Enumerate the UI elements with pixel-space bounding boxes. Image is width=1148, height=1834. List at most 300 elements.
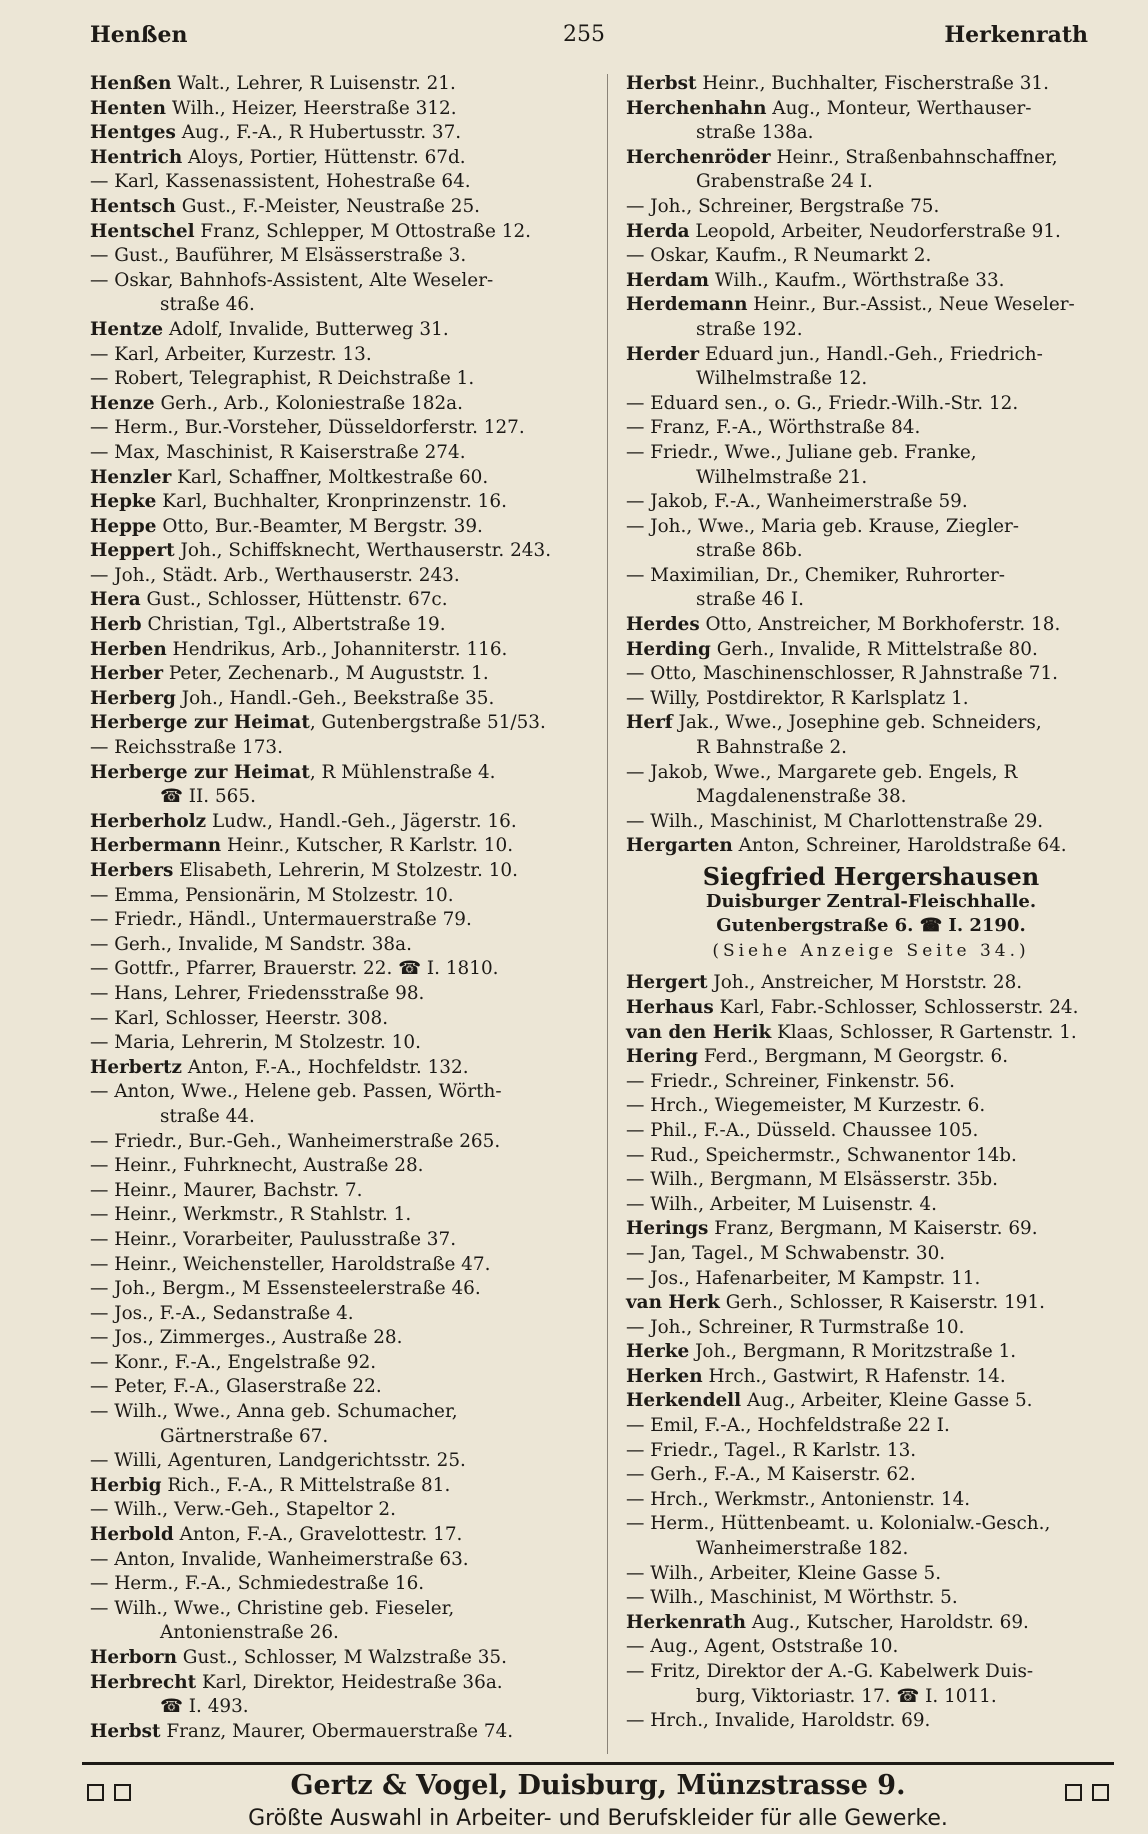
directory-entry xyxy=(626,1660,1116,1709)
left-column xyxy=(90,72,590,1744)
entry-details: — Friedr., Bur.-Geh., Wanheimerstraße 265. xyxy=(90,1130,501,1152)
entry-surname: Henze xyxy=(90,392,155,414)
entry-surname: Herberge zur Heimat xyxy=(90,712,310,734)
entry-details: — Oskar, Kaufm., R Neumarkt 2. xyxy=(626,245,932,267)
entry-details: Anton, Schreiner, Haroldstraße 64. xyxy=(732,835,1067,857)
entry-details: — Hrch., Werkmstr., Antonienstr. 14. xyxy=(626,1488,971,1510)
entry-details: — Fritz, Direktor der A.-G. Kabelwerk Duis- xyxy=(626,1661,1034,1682)
entry-surname: Hergert xyxy=(626,972,708,994)
directory-entry xyxy=(90,441,590,466)
entry-surname: Henzler xyxy=(90,466,172,488)
directory-entry xyxy=(90,1056,590,1081)
directory-entry xyxy=(626,1365,1116,1390)
entry-details: — Joh., Schreiner, R Turmstraße 10. xyxy=(626,1316,965,1338)
directory-entry xyxy=(626,343,1116,392)
directory-entry xyxy=(90,1351,590,1376)
entry-details: Gerh., Schlosser, R Kaiserstr. 191. xyxy=(719,1292,1046,1314)
advert-note: (Siehe Anzeige Seite 34.) xyxy=(712,940,1030,961)
entry-surname: Herbold xyxy=(90,1524,174,1546)
entry-surname: Hentschel xyxy=(90,220,195,242)
entry-details: — Otto, Maschinenschlosser, R Jahnstraße 71. xyxy=(626,663,1059,685)
entry-details: — Emma, Pensionärin, M Stolzestr. 10. xyxy=(90,884,454,906)
entry-surname: Hergarten xyxy=(626,835,733,857)
entry-details: Heinr., Kutscher, R Karlstr. 10. xyxy=(221,835,514,857)
footer-advert xyxy=(82,1770,1114,1804)
entry-details: — Friedr., Händl., Untermauerstraße 79. xyxy=(90,909,472,931)
directory-entry xyxy=(90,466,590,491)
entry-details: — Hans, Lehrer, Friedensstraße 98. xyxy=(90,982,425,1004)
entry-details: — Heinr., Fuhrknecht, Austraße 28. xyxy=(90,1155,424,1177)
entry-details: — Max, Maschinist, R Kaiserstraße 274. xyxy=(90,441,466,463)
entry-details: — Herm., F.-A., Schmiedestraße 16. xyxy=(90,1573,425,1595)
advert-address: Gutenbergstraße 6. ☎ I. 2190. xyxy=(716,915,1026,937)
directory-entry xyxy=(90,1671,590,1720)
entry-details: — Heinr., Werkmstr., R Stahlstr. 1. xyxy=(90,1204,412,1226)
directory-entry xyxy=(626,220,1116,245)
directory-entry xyxy=(626,1094,1116,1119)
entry-details: — Oskar, Bahnhofs-Assistent, Alte Weseler- xyxy=(90,269,494,291)
advert-business: Duisburger Zentral-Fleischhalle. xyxy=(705,890,1037,912)
entry-details: — Friedr., Schreiner, Finkenstr. 56. xyxy=(626,1070,956,1092)
page-header xyxy=(80,22,1088,56)
directory-entry xyxy=(626,1193,1116,1218)
entry-details: — Friedr., Wwe., Juliane geb. Franke, xyxy=(626,441,977,463)
entry-details: Ludw., Handl.-Geh., Jägerstr. 16. xyxy=(206,810,517,832)
directory-entry xyxy=(90,761,590,810)
directory-entry xyxy=(626,1488,1116,1513)
directory-entry xyxy=(626,1389,1116,1414)
directory-entry xyxy=(90,1523,590,1548)
directory-entry xyxy=(626,1414,1116,1439)
entry-continuation: ☎ II. 565. xyxy=(160,786,256,808)
directory-entry xyxy=(626,1463,1116,1488)
directory-entry xyxy=(90,539,590,564)
entry-details: — Wilh., Wwe., Christine geb. Fieseler, xyxy=(90,1597,455,1619)
directory-entry xyxy=(90,1203,590,1228)
directory-entry xyxy=(90,1179,590,1204)
entry-details: — Peter, F.-A., Glaserstraße 22. xyxy=(90,1376,382,1398)
entry-details: — Karl, Schlosser, Heerstr. 308. xyxy=(90,1007,389,1029)
directory-entry xyxy=(626,515,1116,564)
entry-details: — Jakob, F.-A., Wanheimerstraße 59. xyxy=(626,491,968,513)
directory-entry xyxy=(626,1217,1116,1242)
directory-entry xyxy=(626,711,1116,760)
entry-details: — Wilh., Verw.-Geh., Stapeltor 2. xyxy=(90,1499,396,1521)
directory-entry xyxy=(90,834,590,859)
entry-details: Otto, Bur.-Beamter, M Bergstr. 39. xyxy=(156,515,483,537)
entry-details: — Maria, Lehrerin, M Stolzestr. 10. xyxy=(90,1032,421,1054)
directory-entry xyxy=(90,1400,590,1449)
entry-details: — Anton, Wwe., Helene geb. Passen, Wörth- xyxy=(90,1081,502,1103)
entry-continuation: Wanheimerstraße 182. xyxy=(696,1538,909,1560)
directory-entry xyxy=(90,515,590,540)
entry-surname: Herder xyxy=(626,343,700,365)
directory-entry xyxy=(626,1144,1116,1169)
directory-entry xyxy=(90,1375,590,1400)
header-right-keyword: Herkenrath xyxy=(944,22,1088,48)
entry-details: Otto, Anstreicher, M Borkhoferstr. 18. xyxy=(699,614,1061,636)
entry-details: — Rud., Speichermstr., Schwanentor 14b. xyxy=(626,1144,1017,1166)
directory-entry xyxy=(90,1080,590,1129)
footer-rule xyxy=(82,1762,1114,1765)
entry-details: Heinr., Buchhalter, Fischerstraße 31. xyxy=(696,73,1049,94)
directory-entry xyxy=(90,1597,590,1646)
entry-surname: Herberholz xyxy=(90,810,207,832)
directory-entry xyxy=(90,810,590,835)
entry-surname: Herdam xyxy=(626,269,710,291)
footer-advert-title: Gertz & Vogel, Duisburg, Münzstrasse 9. xyxy=(290,1770,906,1801)
entry-details: — Emil, F.-A., Hochfeldstraße 22 I. xyxy=(626,1415,950,1437)
advert-name: Siegfried Hergershausen xyxy=(702,862,1040,891)
directory-entry xyxy=(626,269,1116,294)
entry-surname: Heppe xyxy=(90,515,157,537)
entry-details: — Willy, Postdirektor, R Karlsplatz 1. xyxy=(626,687,969,709)
entry-continuation: straße 86b. xyxy=(696,540,803,562)
entry-surname: Hepke xyxy=(90,491,157,513)
entry-surname: van Herk xyxy=(626,1292,720,1314)
directory-entry xyxy=(90,1031,590,1056)
entry-surname: Herbst xyxy=(626,73,697,94)
entry-details: — Wilh., Bergmann, M Elsässerstr. 35b. xyxy=(626,1169,998,1191)
entry-surname: Herda xyxy=(626,220,690,242)
directory-entry xyxy=(626,1340,1116,1365)
entry-surname: Herdemann xyxy=(626,294,748,316)
entry-details: — Gerh., Invalide, M Sandstr. 38a. xyxy=(90,933,412,955)
entry-continuation: straße 46 I. xyxy=(696,589,804,611)
entry-continuation: Magdalenenstraße 38. xyxy=(696,786,907,808)
directory-entry xyxy=(626,1119,1116,1144)
entry-details: — Joh., Schreiner, Bergstraße 75. xyxy=(626,195,940,217)
entry-details: — Karl, Kassenassistent, Hohestraße 64. xyxy=(90,171,471,193)
directory-entry xyxy=(90,1498,590,1523)
directory-entry xyxy=(626,1168,1116,1193)
entry-details: — Aug., Agent, Oststraße 10. xyxy=(626,1636,899,1658)
directory-entry xyxy=(626,1267,1116,1292)
entry-details: — Anton, Invalide, Wanheimerstraße 63. xyxy=(90,1548,469,1570)
entry-surname: van den Herik xyxy=(626,1021,772,1043)
entry-details: — Gerh., F.-A., M Kaiserstr. 62. xyxy=(626,1464,916,1486)
entry-surname: Hentze xyxy=(90,318,164,340)
entry-continuation: Gärtnerstraße 67. xyxy=(160,1425,329,1447)
directory-entry xyxy=(626,1709,1116,1734)
entry-details: Aug., F.-A., R Hubertusstr. 37. xyxy=(175,122,462,144)
entry-surname: Herkenrath xyxy=(626,1611,747,1633)
entry-details: Karl, Buchhalter, Kronprinzenstr. 16. xyxy=(156,491,507,513)
directory-entry xyxy=(90,220,590,245)
entry-details: Wilh., Kaufm., Wörthstraße 33. xyxy=(709,269,1005,291)
entry-details: Gust., Schlosser, M Walzstraße 35. xyxy=(176,1647,507,1668)
entry-continuation: Antonienstraße 26. xyxy=(160,1622,339,1644)
directory-entry xyxy=(90,416,590,441)
entry-details: Jak., Wwe., Josephine geb. Schneiders, xyxy=(672,712,1042,734)
entry-surname: Herke xyxy=(626,1341,690,1363)
entry-details: Karl, Direktor, Heidestraße 36a. xyxy=(196,1671,503,1693)
directory-entry xyxy=(90,884,590,909)
directory-entry xyxy=(90,1572,590,1597)
directory-entry xyxy=(90,146,590,171)
entry-details: — Herm., Bur.-Vorsteher, Düsseldorferstr. 127. xyxy=(90,417,525,439)
entry-details: Hrch., Gastwirt, R Hafenstr. 14. xyxy=(702,1365,1006,1387)
directory-entry xyxy=(626,490,1116,515)
directory-entry xyxy=(626,146,1116,195)
entry-surname: Hentsch xyxy=(90,195,176,217)
page-number: 255 xyxy=(563,22,605,47)
entry-details: Eduard jun., Handl.-Geh., Friedrich- xyxy=(699,343,1043,365)
directory-entry xyxy=(626,810,1116,835)
entry-surname: Herings xyxy=(626,1218,709,1240)
entry-details: Joh., Schiffsknecht, Werthauserstr. 243. xyxy=(174,540,552,562)
entry-details: — Karl, Arbeiter, Kurzestr. 13. xyxy=(90,343,372,365)
directory-entry xyxy=(626,687,1116,712)
directory-entry xyxy=(626,1611,1116,1636)
entry-details: Gust., Schlosser, Hüttenstr. 67c. xyxy=(140,589,448,611)
directory-entry xyxy=(626,416,1116,441)
entry-details: Anton, F.-A., Hochfeldstr. 132. xyxy=(181,1056,469,1078)
directory-entry xyxy=(626,1021,1116,1046)
directory-entry xyxy=(90,588,590,613)
entry-surname: Herb xyxy=(90,614,142,636)
right-column-bottom xyxy=(626,971,1116,1733)
directory-entry xyxy=(90,72,590,97)
entry-surname: Herborn xyxy=(90,1647,177,1668)
entry-details: Klaas, Schlosser, R Gartenstr. 1. xyxy=(771,1021,1077,1043)
directory-entry xyxy=(626,1512,1116,1561)
directory-entry xyxy=(90,170,590,195)
footer-tagline: Größte Auswahl in Arbeiter- und Berufskleider für alle Gewerke. xyxy=(248,1806,948,1831)
directory-entry xyxy=(90,1130,590,1155)
directory-entry xyxy=(90,195,590,220)
entry-details: Joh., Anstreicher, M Horststr. 28. xyxy=(707,972,1023,994)
directory-entry xyxy=(90,121,590,146)
entry-details: — Gust., Bauführer, M Elsässerstraße 3. xyxy=(90,245,467,267)
entry-continuation: burg, Viktoriastr. 17. ☎ I. 1011. xyxy=(696,1685,997,1707)
entry-surname: Herben xyxy=(90,638,167,660)
directory-entry xyxy=(626,662,1116,687)
entry-details: Rich., F.-A., R Mittelstraße 81. xyxy=(161,1474,451,1496)
entry-details: Gerh., Invalide, R Mittelstraße 80. xyxy=(710,638,1038,660)
entry-details: — Konr., F.-A., Engelstraße 92. xyxy=(90,1351,377,1373)
directory-entry xyxy=(90,1646,590,1671)
entry-surname: Herbertz xyxy=(90,1056,182,1078)
entry-surname: Henßen xyxy=(90,73,172,94)
entry-details: — Joh., Städt. Arb., Werthauserstr. 243. xyxy=(90,564,460,586)
entry-details: Aloys, Portier, Hüttenstr. 67d. xyxy=(182,146,466,168)
entry-details: Karl, Schaffner, Moltkestraße 60. xyxy=(171,466,489,488)
directory-entry xyxy=(90,957,590,982)
directory-entry xyxy=(90,269,590,318)
entry-surname: Henten xyxy=(90,97,167,119)
directory-entry xyxy=(626,1291,1116,1316)
entry-details: Aug., Arbeiter, Kleine Gasse 5. xyxy=(741,1390,1033,1412)
entry-details: — Wilh., Maschinist, M Wörthstr. 5. xyxy=(626,1587,958,1609)
entry-details: — Hrch., Wiegemeister, M Kurzestr. 6. xyxy=(626,1095,986,1117)
directory-entry xyxy=(90,638,590,663)
entry-surname: Herbig xyxy=(90,1474,162,1496)
entry-details: Joh., Bergmann, R Moritzstraße 1. xyxy=(689,1341,1017,1363)
entry-details: Aug., Kutscher, Haroldstr. 69. xyxy=(746,1611,1029,1633)
footer-squares-left xyxy=(82,1776,136,1807)
directory-entry xyxy=(90,982,590,1007)
entry-details: Franz, Schlepper, M Ottostraße 12. xyxy=(194,220,531,242)
entry-surname: Herber xyxy=(90,663,164,685)
entry-details: — Eduard sen., o. G., Friedr.-Wilh.-Str. 12. xyxy=(626,392,1019,414)
directory-entry xyxy=(90,367,590,392)
entry-surname: Herbrecht xyxy=(90,1671,197,1693)
directory-entry xyxy=(626,1586,1116,1611)
directory-entry xyxy=(626,1242,1116,1267)
entry-details: Heinr., Bur.-Assist., Neue Weseler- xyxy=(747,294,1075,316)
directory-entry xyxy=(626,1045,1116,1070)
entry-details: — Jan, Tagel., M Schwabenstr. 30. xyxy=(626,1242,946,1264)
entry-continuation: straße 192. xyxy=(696,318,803,340)
entry-surname: Herf xyxy=(626,712,673,734)
directory-entry xyxy=(90,662,590,687)
entry-surname: Herberg xyxy=(90,687,176,709)
directory-entry xyxy=(90,490,590,515)
entry-details: — Gottfr., Pfarrer, Brauerstr. 22. ☎ I. 1810. xyxy=(90,958,499,980)
entry-details: Gust., F.-Meister, Neustraße 25. xyxy=(175,195,481,217)
entry-surname: Herchenhahn xyxy=(626,97,767,119)
entry-details: — Heinr., Maurer, Bachstr. 7. xyxy=(90,1179,363,1201)
entry-details: — Maximilian, Dr., Chemiker, Ruhrorter- xyxy=(626,564,1005,586)
entry-surname: Herding xyxy=(626,638,711,660)
directory-entry xyxy=(626,1070,1116,1095)
directory-entry xyxy=(626,613,1116,638)
directory-entry xyxy=(90,736,590,761)
right-column-top xyxy=(626,72,1116,859)
directory-entry xyxy=(90,343,590,368)
directory-entry xyxy=(90,908,590,933)
entry-surname: Herkendell xyxy=(626,1390,742,1412)
entry-details: — Franz, F.-A., Wörthstraße 84. xyxy=(626,417,921,439)
entry-details: — Joh., Bergm., M Essensteelerstraße 46. xyxy=(90,1278,481,1300)
entry-details: , R Mühlenstraße 4. xyxy=(309,761,496,783)
directory-entry xyxy=(626,1439,1116,1464)
directory-entry xyxy=(626,564,1116,613)
directory-entry xyxy=(90,711,590,736)
entry-details: — Phil., F.-A., Düsseld. Chaussee 105. xyxy=(626,1119,979,1141)
entry-details: Franz, Maurer, Obermauerstraße 74. xyxy=(160,1720,514,1742)
entry-details: — Herm., Hüttenbeamt. u. Kolonialw.-Gesch., xyxy=(626,1513,1051,1535)
entry-details: — Jakob, Wwe., Margarete geb. Engels, R xyxy=(626,761,1018,783)
entry-continuation: R Bahnstraße 2. xyxy=(696,737,848,759)
directory-entry xyxy=(90,564,590,589)
directory-entry xyxy=(90,933,590,958)
entry-details: — Wilh., Arbeiter, Kleine Gasse 5. xyxy=(626,1562,942,1584)
entry-details: Gerh., Arb., Koloniestraße 182a. xyxy=(154,392,463,414)
directory-entry xyxy=(90,859,590,884)
directory-entry xyxy=(90,1253,590,1278)
directory-entry xyxy=(626,195,1116,220)
entry-surname: Herbermann xyxy=(90,835,222,857)
directory-entry xyxy=(90,1228,590,1253)
directory-entry xyxy=(90,392,590,417)
directory-entry xyxy=(90,1548,590,1573)
directory-entry xyxy=(626,996,1116,1021)
entry-details: — Wilh., Arbeiter, M Luisenstr. 4. xyxy=(626,1193,937,1215)
entry-surname: Heppert xyxy=(90,540,175,562)
entry-details: Christian, Tgl., Albertstraße 19. xyxy=(141,614,446,636)
directory-entry xyxy=(90,1449,590,1474)
entry-details: Franz, Bergmann, M Kaiserstr. 69. xyxy=(708,1218,1038,1240)
header-left-keyword: Henßen xyxy=(90,22,188,48)
entry-details: Joh., Handl.-Geh., Beekstraße 35. xyxy=(175,687,495,709)
entry-details: Aug., Monteur, Werthauser- xyxy=(766,97,1032,119)
entry-details: Heinr., Straßenbahnschaffner, xyxy=(770,146,1058,168)
entry-details: Ferd., Bergmann, M Georgstr. 6. xyxy=(697,1046,1009,1068)
entry-details: — Wilh., Maschinist, M Charlottenstraße 29. xyxy=(626,810,1044,832)
advertisement-block xyxy=(626,859,1116,971)
entry-continuation: Grabenstraße 24 I. xyxy=(696,171,873,193)
directory-entry xyxy=(626,244,1116,269)
entry-details: Adolf, Invalide, Butterweg 31. xyxy=(163,318,449,340)
entry-details: Elisabeth, Lehrerin, M Stolzestr. 10. xyxy=(173,860,518,881)
directory-entry xyxy=(90,318,590,343)
directory-entry xyxy=(90,613,590,638)
entry-surname: Herbst xyxy=(90,1720,161,1742)
entry-details: , Gutenbergstraße 51/53. xyxy=(309,712,546,734)
entry-details: — Jos., F.-A., Sedanstraße 4. xyxy=(90,1302,354,1324)
entry-details: Walt., Lehrer, R Luisenstr. 21. xyxy=(171,73,456,94)
entry-details: Hendrikus, Arb., Johanniterstr. 116. xyxy=(166,638,508,660)
entry-details: Leopold, Arbeiter, Neudorferstraße 91. xyxy=(689,220,1061,242)
entry-surname: Herken xyxy=(626,1365,703,1387)
directory-entry xyxy=(90,1277,590,1302)
entry-details: Anton, F.-A., Gravelottestr. 17. xyxy=(173,1524,463,1546)
entry-details: Karl, Fabr.-Schlosser, Schlosserstr. 24. xyxy=(713,996,1079,1018)
directory-entry xyxy=(626,1562,1116,1587)
directory-entry xyxy=(626,97,1116,146)
entry-details: — Willi, Agenturen, Landgerichtsstr. 25. xyxy=(90,1450,466,1472)
entry-surname: Herhaus xyxy=(626,996,714,1018)
directory-entry xyxy=(90,1720,590,1745)
entry-surname: Herberge zur Heimat xyxy=(90,761,310,783)
directory-entry xyxy=(626,293,1116,342)
entry-continuation: straße 44. xyxy=(160,1105,255,1127)
entry-continuation: straße 138a. xyxy=(696,122,814,144)
directory-entry xyxy=(626,1316,1116,1341)
footer-squares-right xyxy=(1060,1776,1114,1807)
directory-entry xyxy=(626,834,1116,859)
entry-details: — Heinr., Vorarbeiter, Paulusstraße 37. xyxy=(90,1228,457,1250)
directory-entry xyxy=(90,244,590,269)
column-divider xyxy=(607,74,608,1754)
entry-surname: Herdes xyxy=(626,614,700,636)
directory-entry xyxy=(626,971,1116,996)
directory-entry xyxy=(626,761,1116,810)
directory-entry xyxy=(626,72,1116,97)
entry-details: — Reichsstraße 173. xyxy=(90,737,283,759)
entry-surname: Herchenröder xyxy=(626,146,771,168)
entry-details: — Joh., Wwe., Maria geb. Krause, Ziegler- xyxy=(626,515,1019,537)
entry-details: — Friedr., Tagel., R Karlstr. 13. xyxy=(626,1439,917,1461)
directory-entry xyxy=(626,1635,1116,1660)
entry-details: — Hrch., Invalide, Haroldstr. 69. xyxy=(626,1710,931,1732)
entry-details: — Jos., Zimmerges., Austraße 28. xyxy=(90,1327,403,1349)
entry-continuation: Wilhelmstraße 12. xyxy=(696,368,868,390)
entry-surname: Hera xyxy=(90,589,141,611)
entry-continuation: ☎ I. 493. xyxy=(160,1696,249,1718)
directory-entry xyxy=(90,1007,590,1032)
directory-entry xyxy=(626,441,1116,490)
directory-entry xyxy=(90,1326,590,1351)
entry-surname: Hentges xyxy=(90,122,176,144)
directory-entry xyxy=(626,392,1116,417)
entry-surname: Hering xyxy=(626,1046,698,1068)
entry-details: — Heinr., Weichensteller, Haroldstraße 47. xyxy=(90,1253,491,1275)
entry-details: — Wilh., Wwe., Anna geb. Schumacher, xyxy=(90,1401,458,1423)
directory-entry xyxy=(90,1154,590,1179)
